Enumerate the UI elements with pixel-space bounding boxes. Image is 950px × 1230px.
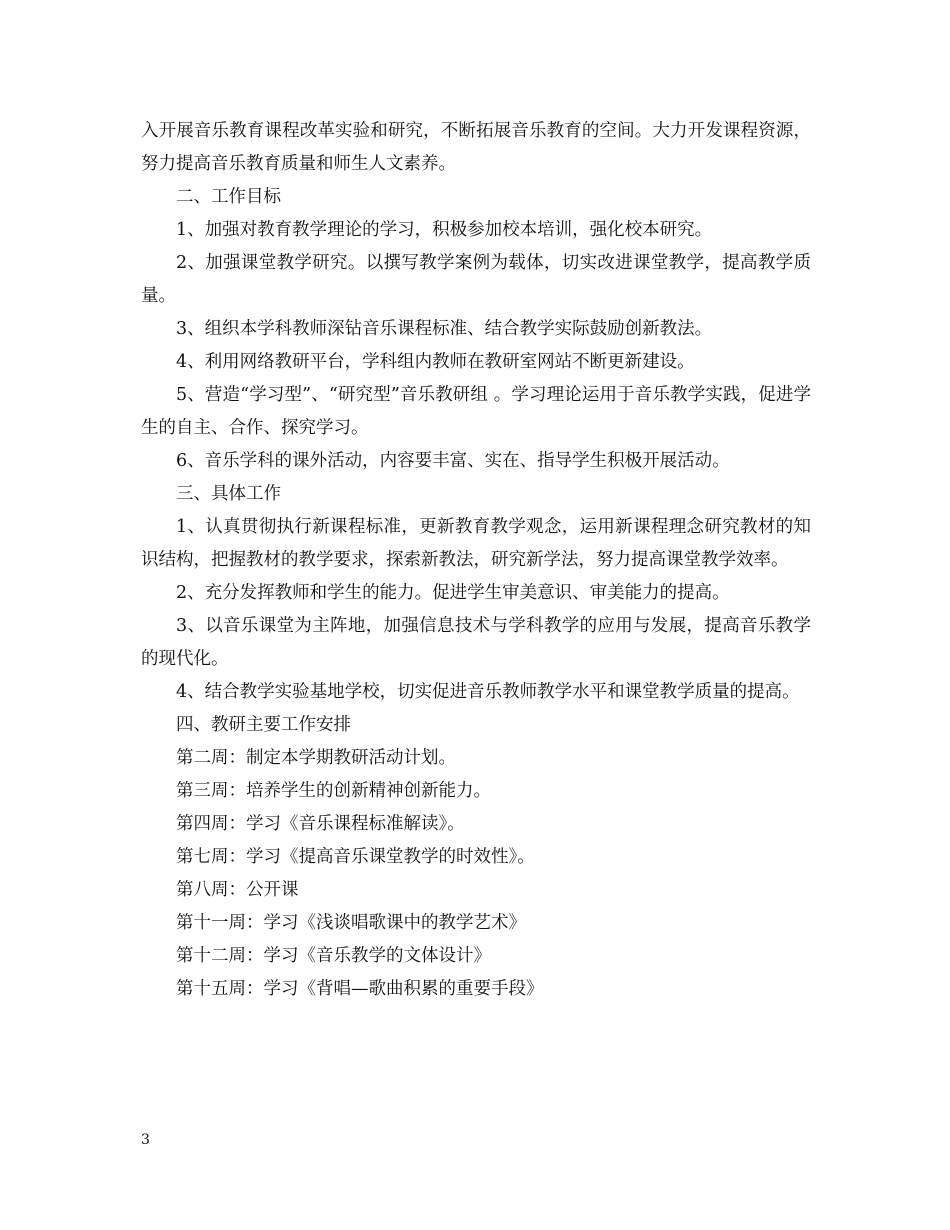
paragraph: 2、充分发挥教师和学生的能力。促进学生审美意识、审美能力的提高。 bbox=[176, 583, 730, 603]
paragraph: 3、组织本学科教师深钻音乐课程标准、结合教学实际鼓励创新教法。 bbox=[176, 319, 713, 339]
schedule-item: 第四周：学习《音乐课程标准解读》。 bbox=[176, 814, 465, 834]
document-body bbox=[141, 115, 811, 1006]
paragraph: 4、利用网络教研平台，学科组内教师在教研室网站不断更新建设。 bbox=[176, 352, 695, 372]
schedule-item: 第十一周：学习《浅谈唱歌课中的教学艺术》 bbox=[176, 913, 526, 933]
paragraph: 5、营造“学习型”、“研究型”音乐教研组 。学习理论运用于音乐教学实践，促进学生的自主、合作、探究学习。 bbox=[141, 385, 811, 438]
page-number: 3 bbox=[141, 1132, 150, 1148]
schedule-item: 第三周：培养学生的创新精神创新能力。 bbox=[176, 781, 491, 801]
paragraph: 2、加强课堂教学研究。以撰写教学案例为载体，切实改进课堂教学，提高教学质量。 bbox=[141, 253, 811, 306]
section-heading: 三、具体工作 bbox=[176, 484, 281, 504]
schedule-item: 第十二周：学习《音乐教学的文体设计》 bbox=[176, 946, 491, 966]
paragraph: 1、认真贯彻执行新课程标准，更新教育教学观念，运用新课程理念研究教材的知识结构，把握教材的教学要求，探索新教法，研究新学法，努力提高课堂教学效率。 bbox=[141, 517, 811, 570]
section-heading: 二、工作目标 bbox=[176, 187, 281, 207]
paragraph: 4、结合教学实验基地学校，切实促进音乐教师教学水平和课堂教学质量的提高。 bbox=[176, 682, 800, 702]
schedule-item: 第七周：学习《提高音乐课堂教学的时效性》。 bbox=[176, 847, 535, 867]
schedule-item: 第二周：制定本学期教研活动计划。 bbox=[176, 748, 456, 768]
paragraph: 3、以音乐课堂为主阵地，加强信息技术与学科教学的应用与发展，提高音乐教学的现代化。 bbox=[141, 616, 811, 669]
schedule-item: 第十五周：学习《背唱—歌曲积累的重要手段》 bbox=[176, 979, 544, 999]
section-heading: 四、教研主要工作安排 bbox=[176, 715, 351, 735]
paragraph: 入开展音乐教育课程改革实验和研究，不断拓展音乐教育的空间。大力开发课程资源，努力提高音乐教育质量和师生人文素养。 bbox=[141, 121, 811, 174]
schedule-item: 第八周：公开课 bbox=[176, 880, 299, 900]
paragraph: 1、加强对教育教学理论的学习，积极参加校本培训，强化校本研究。 bbox=[176, 220, 713, 240]
paragraph: 6、音乐学科的课外活动，内容要丰富、实在、指导学生积极开展活动。 bbox=[176, 451, 730, 471]
